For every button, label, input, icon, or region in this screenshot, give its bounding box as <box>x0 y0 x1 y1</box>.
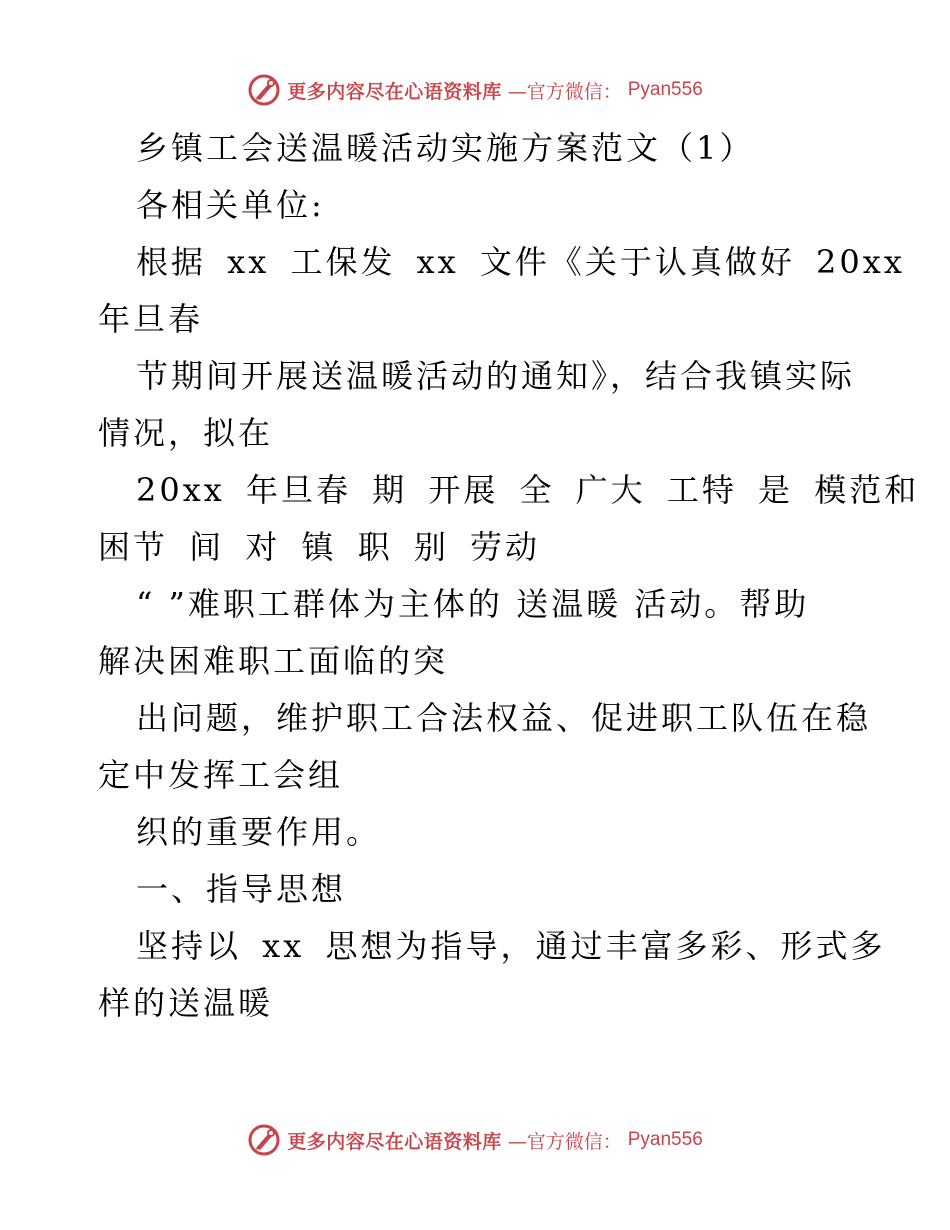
watermark-id: Pyan556 <box>627 1129 703 1150</box>
pen-logo-icon <box>247 73 281 107</box>
footer-watermark <box>0 1120 950 1160</box>
watermark-text: 更多内容尽在心语资料库 <box>287 80 502 103</box>
text-line: 样的送温暖 <box>98 984 274 1022</box>
section-heading: 一、指导思想 <box>136 870 347 908</box>
text-line: 情况，拟在 <box>98 414 274 452</box>
watermark-separator: —官方微信： <box>507 1130 622 1153</box>
text-line: 年旦春 <box>98 300 204 338</box>
text-line: 20xx 年旦春 期 开展 全 广大 工特 是 模范和 <box>136 471 920 509</box>
text-line: 节期间开展送温暖活动的通知》，结合我镇实际 <box>136 357 856 395</box>
header-watermark <box>0 70 950 110</box>
pen-logo-icon <box>247 1123 281 1157</box>
text-line: 根据 xx 工保发 xx 文件《关于认真做好 20xx <box>136 243 905 281</box>
text-line: 解决困难职工面临的突 <box>98 642 449 680</box>
text-line: 坚持以 xx 思想为指导，通过丰富多彩、形式多 <box>136 927 886 965</box>
watermark-separator: —官方微信： <box>507 80 622 103</box>
document-body <box>98 120 920 1032</box>
text-line: 织的重要作用。 <box>136 813 382 851</box>
document-title: 乡镇工会送温暖活动实施方案范文（1） <box>136 129 755 167</box>
text-line: 定中发挥工会组 <box>98 756 344 794</box>
text-line: “ ”难职工群体为主体的 送温暖 活动。帮助 <box>136 585 810 623</box>
watermark-text: 更多内容尽在心语资料库 <box>287 1130 502 1153</box>
text-line: 困节 间 对 镇 职 别 劳动 <box>98 528 541 566</box>
watermark-id: Pyan556 <box>627 79 703 100</box>
text-line: 出问题，维护职工合法权益、促进职工队伍在稳 <box>136 699 872 737</box>
salutation: 各相关单位: <box>136 186 325 224</box>
